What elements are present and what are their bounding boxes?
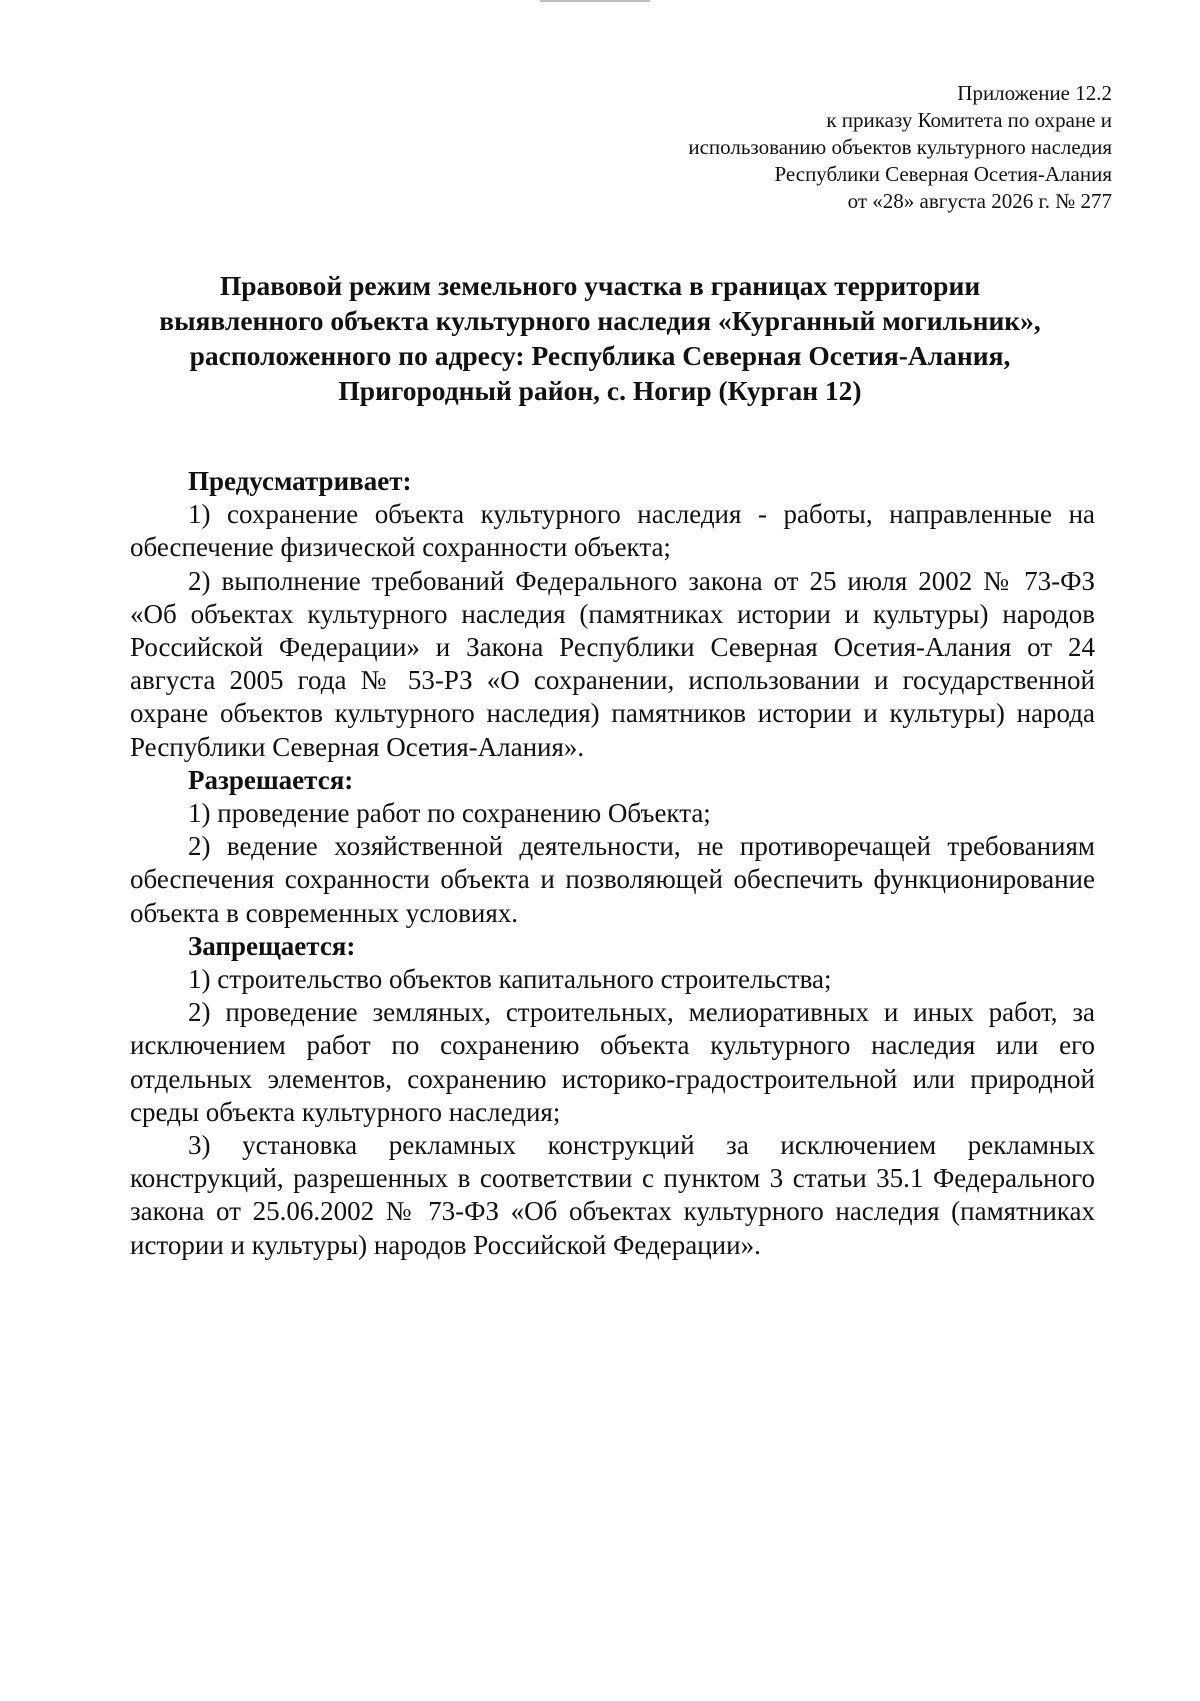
- section-item: 3) установка рекламных конструкций за исключением рекламных конструкций, разрешенных в соответствии с пунктом 3 статьи 35.1 Федерального закона от 25.06.2002 № 73-ФЗ «Об объектах культурного наследия (памятниках истории и культуры) народов Российской Федерации».: [130, 1130, 1095, 1260]
- scan-edge-mark: [540, 0, 650, 2]
- appendix-header: [688, 80, 1112, 215]
- document-title-line: Правовой режим земельного участка в границах территории: [219, 270, 981, 301]
- appendix-header-line: к приказу Комитета по охране и: [826, 108, 1112, 132]
- document-title-line: Пригородный район, с. Ногир (Курган 12): [338, 375, 862, 406]
- section-item: 1) строительство объектов капитального строительства;: [188, 964, 832, 995]
- section-heading-prohibited: Запрещается:: [188, 930, 356, 961]
- section-heading-provides: Предусматривает:: [188, 466, 412, 496]
- document-body: [130, 465, 1095, 1262]
- document-title: [120, 268, 1080, 408]
- document-title-line: расположенного по адресу: Республика Северная Осетия-Алания,: [189, 340, 1011, 371]
- section-item: 2) ведение хозяйственной деятельности, не противоречащей требованиям обеспечения сохранности объекта и позволяющей обеспечить функционирование объекта в современных условиях.: [130, 831, 1095, 928]
- appendix-header-line: использованию объектов культурного наследия: [688, 135, 1112, 159]
- section-item: 1) проведение работ по сохранению Объекта;: [188, 798, 711, 829]
- appendix-header-line: Приложение 12.2: [957, 81, 1112, 105]
- section-heading-allowed: Разрешается:: [188, 764, 354, 795]
- section-item: 2) проведение земляных, строительных, мелиоративных и иных работ, за исключением работ по сохранению объекта культурного наследия или его отдельных элементов, сохранению историко-градостроительной или природной среды объекта культурного наследия;: [130, 997, 1095, 1127]
- document-title-line: выявленного объекта культурного наследия «Курганный могильник»,: [159, 305, 1041, 336]
- appendix-header-line: Республики Северная Осетия-Алания: [774, 162, 1112, 186]
- section-item: 2) выполнение требований Федерального закона от 25 июля 2002 № 73-ФЗ «Об объектах культурного наследия (памятниках истории и культуры) народов Российской Федерации» и Закона Республики Северная Осетия-Алания от 24 августа 2005 года № 53-РЗ «О сохранении, использовании и государственной охране объектов культурного наследия) памятников истории и культуры) народа Республики Северная Осетия-Алания».: [130, 565, 1095, 762]
- section-item: 1) сохранение объекта культурного наследия - работы, направленные на обеспечение физической сохранности объекта;: [130, 499, 1095, 563]
- appendix-header-line: от «28» августа 2026 г. № 277: [847, 189, 1112, 213]
